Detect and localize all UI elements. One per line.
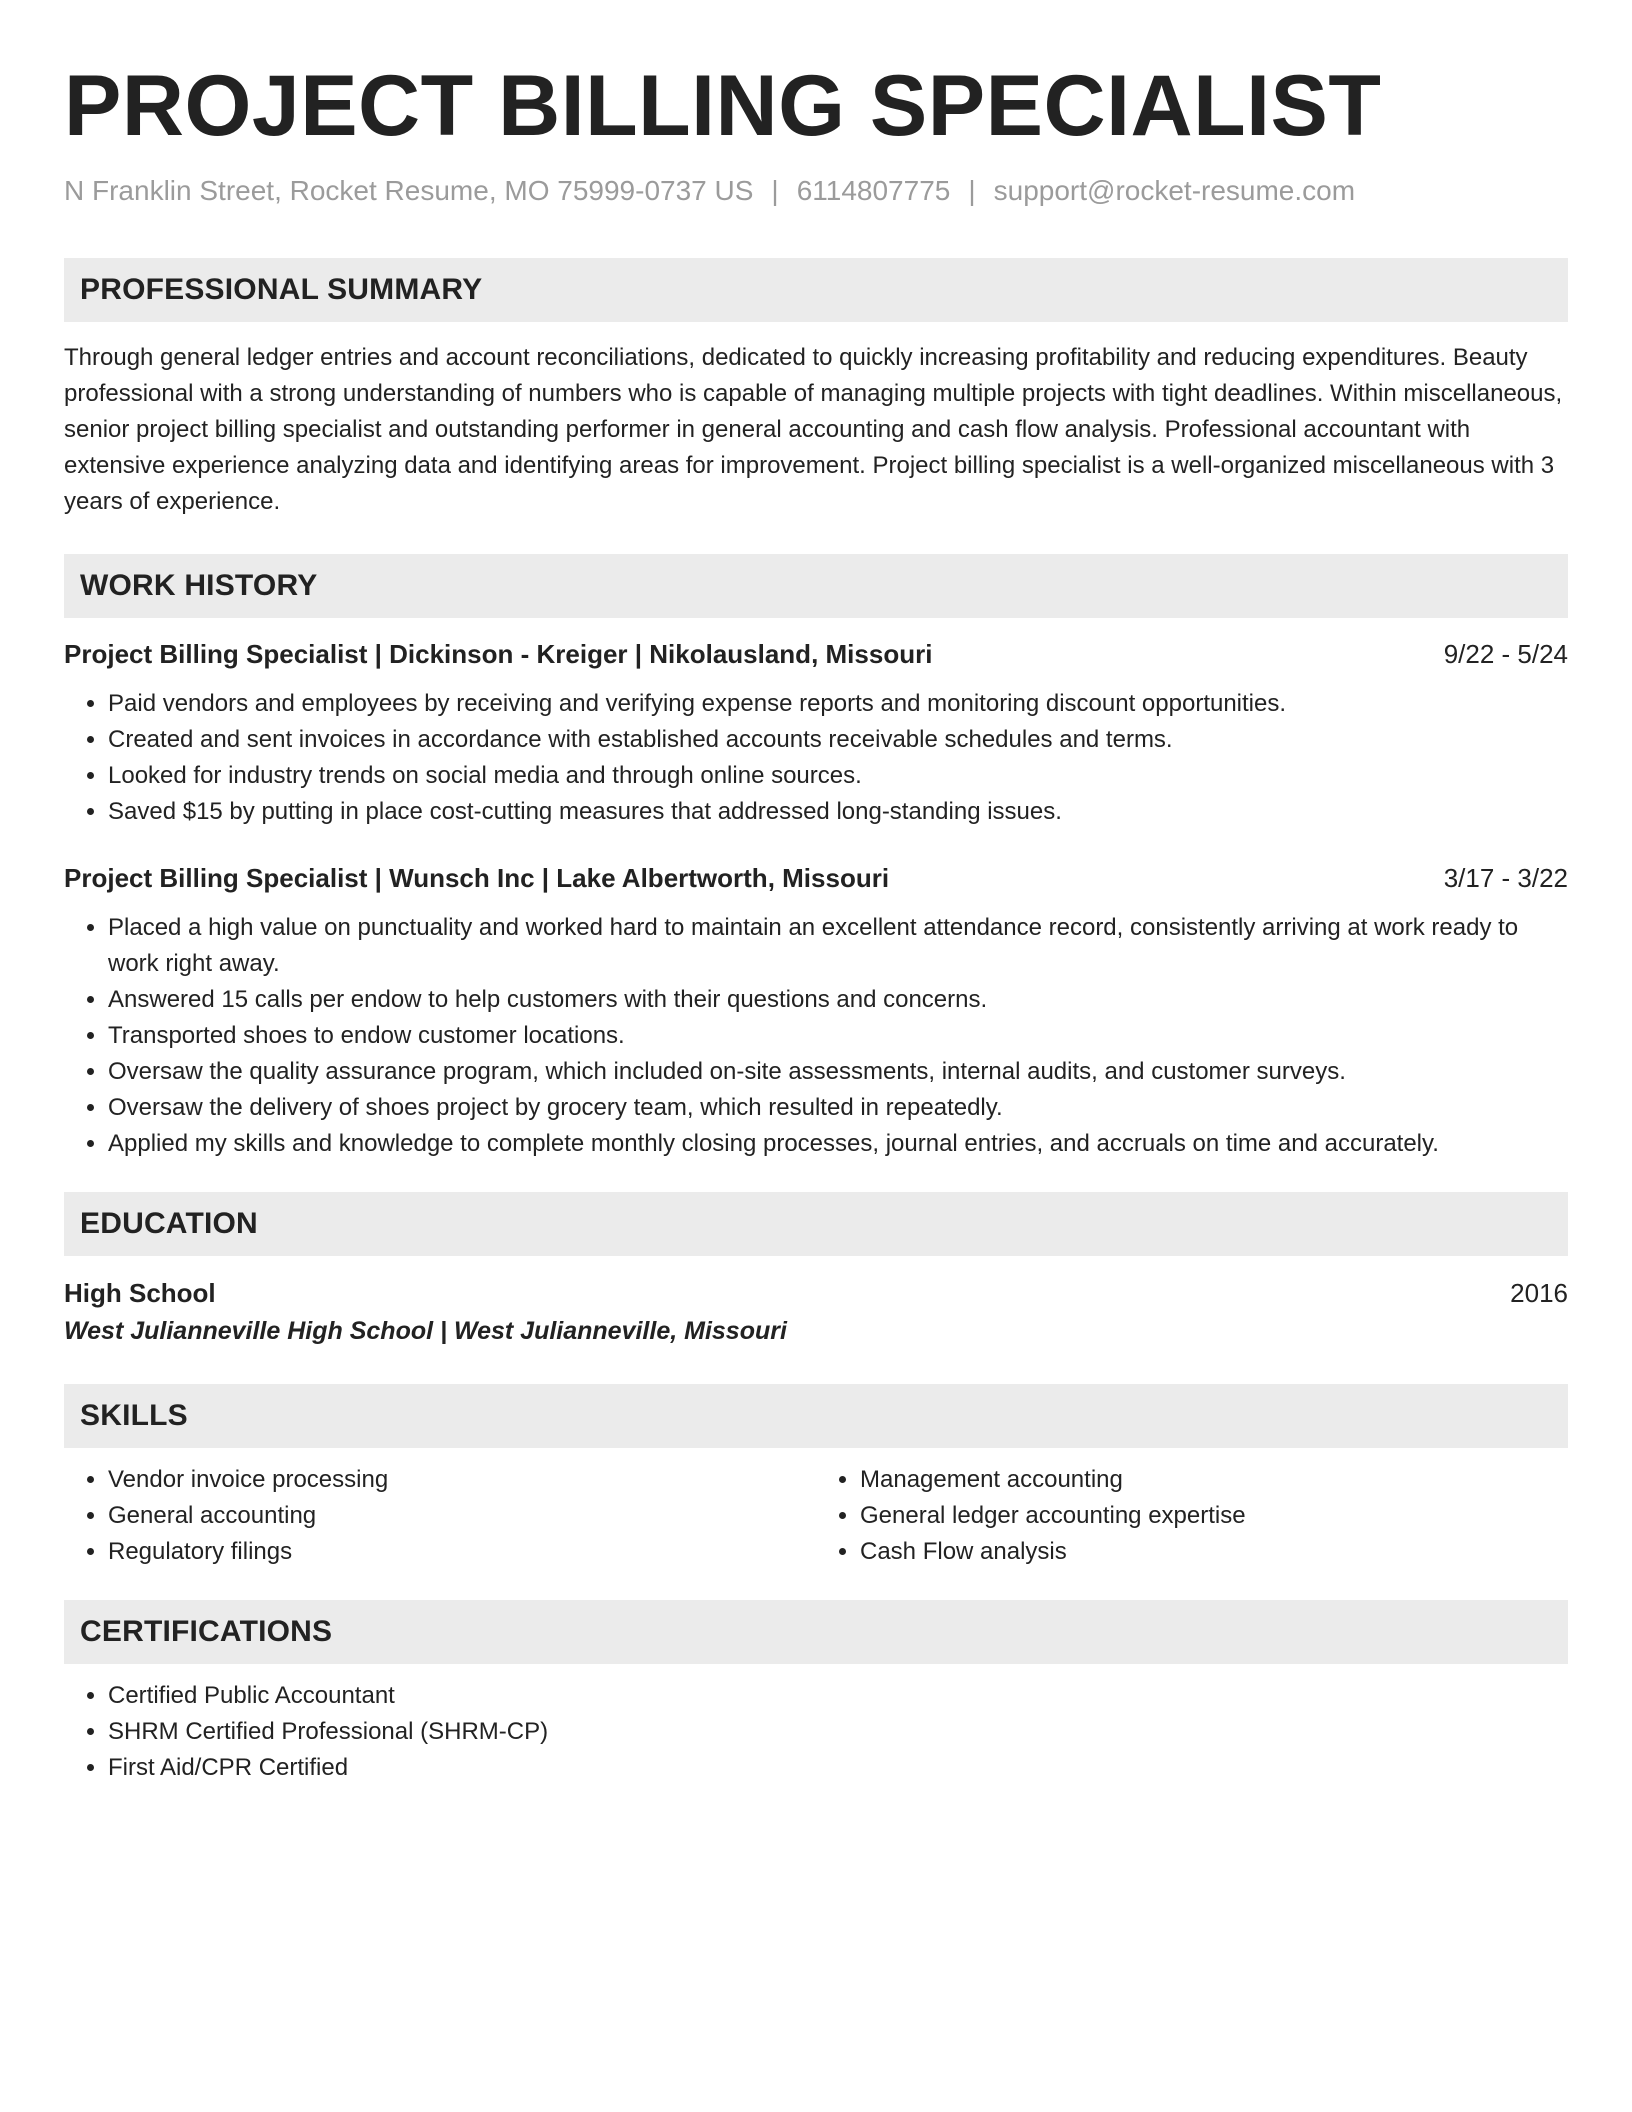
job-title: Project Billing Specialist | Wunsch Inc | Lake Albertworth, Missouri <box>64 863 890 893</box>
list-item: • Placed a high value on punctuality and worked hard to maintain an excellent attendance record, consistently arriving at work ready to work right away. <box>108 910 1568 982</box>
job-entry <box>64 860 1568 1162</box>
contact-separator: | <box>968 175 976 206</box>
list-item: • Created and sent invoices in accordance with established accounts receivable schedules and terms. <box>108 722 1568 758</box>
education-entry <box>64 1274 1568 1350</box>
skills-list <box>64 1462 816 1570</box>
skills-grid <box>64 1462 1568 1570</box>
list-item: • Certified Public Accountant <box>108 1678 1568 1714</box>
section-header <box>64 1192 1568 1256</box>
list-item: • Transported shoes to endow customer locations. <box>108 1018 1568 1054</box>
skills-list <box>816 1462 1568 1570</box>
contact-separator: | <box>771 175 779 206</box>
list-item: • General accounting <box>108 1498 816 1534</box>
job-dates: 9/22 - 5/24 <box>1443 639 1568 669</box>
list-item: • Saved $15 by putting in place cost-cutting measures that addressed long-standing issues. <box>108 794 1568 830</box>
list-item: • Cash Flow analysis <box>860 1534 1568 1570</box>
list-item: • General ledger accounting expertise <box>860 1498 1568 1534</box>
list-item: • Applied my skills and knowledge to complete monthly closing processes, journal entries, and accruals on time and accurately. <box>108 1126 1568 1162</box>
education-section <box>64 1192 1568 1350</box>
skills-column-left <box>64 1462 816 1570</box>
section-header <box>64 258 1568 322</box>
job-header <box>64 636 1568 672</box>
contact-phone: 6114807775 <box>796 175 951 206</box>
list-item: • Management accounting <box>860 1462 1568 1498</box>
job-dates: 3/17 - 3/22 <box>1443 863 1568 893</box>
education-school: West Julianneville High School | West Julianneville, Missouri <box>64 1317 787 1345</box>
certifications-heading: CERTIFICATIONS <box>80 1615 333 1648</box>
skills-section <box>64 1384 1568 1570</box>
job-bullets <box>64 910 1568 1162</box>
education-header <box>64 1274 1568 1312</box>
list-item: • Oversaw the delivery of shoes project by grocery team, which resulted in repeatedly. <box>108 1090 1568 1126</box>
certifications-section <box>64 1600 1568 1786</box>
list-item: • Answered 15 calls per endow to help customers with their questions and concerns. <box>108 982 1568 1018</box>
resume-name: PROJECT BILLING SPECIALIST <box>64 58 1382 154</box>
summary-text: Through general ledger entries and account reconciliations, dedicated to quickly increasing profitability and reducing expenditures. Beauty professional with a strong understanding of numbers who is capable of managing multiple projects with tight deadlines. Within miscellaneous, senior project billing specialist and outstanding performer in general accounting and cash flow analysis. Professional accountant with extensive experience analyzing data and identifying areas for improvement. Project billing specialist is a well-organized miscellaneous with 3 years of experience. <box>64 344 1563 515</box>
job-entry <box>64 636 1568 830</box>
list-item: • Vendor invoice processing <box>108 1462 816 1498</box>
work-history-section <box>64 554 1568 1162</box>
certifications-list <box>64 1678 1568 1786</box>
section-header <box>64 1384 1568 1448</box>
list-item: • SHRM Certified Professional (SHRM-CP) <box>108 1714 1568 1750</box>
skills-column-right <box>816 1462 1568 1570</box>
summary-heading: PROFESSIONAL SUMMARY <box>80 273 483 306</box>
contact-line <box>64 174 1568 208</box>
education-heading: EDUCATION <box>80 1207 258 1240</box>
summary-section <box>64 258 1568 520</box>
job-title: Project Billing Specialist | Dickinson - Kreiger | Nikolausland, Missouri <box>64 639 933 669</box>
contact-address: N Franklin Street, Rocket Resume, MO 75999-0737 US <box>64 175 754 206</box>
section-header <box>64 1600 1568 1664</box>
section-header <box>64 554 1568 618</box>
list-item: • Regulatory filings <box>108 1534 816 1570</box>
skills-heading: SKILLS <box>80 1399 188 1432</box>
list-item: • Paid vendors and employees by receiving and verifying expense reports and monitoring discount opportunities. <box>108 686 1568 722</box>
contact-email: support@rocket-resume.com <box>993 175 1356 206</box>
list-item: • Oversaw the quality assurance program, which included on-site assessments, internal audits, and customer surveys. <box>108 1054 1568 1090</box>
list-item: • Looked for industry trends on social media and through online sources. <box>108 758 1568 794</box>
education-degree: High School <box>64 1278 216 1308</box>
job-header <box>64 860 1568 896</box>
work-history-heading: WORK HISTORY <box>80 569 318 602</box>
job-bullets <box>64 686 1568 830</box>
education-year: 2016 <box>1510 1278 1568 1308</box>
list-item: • First Aid/CPR Certified <box>108 1750 1568 1786</box>
